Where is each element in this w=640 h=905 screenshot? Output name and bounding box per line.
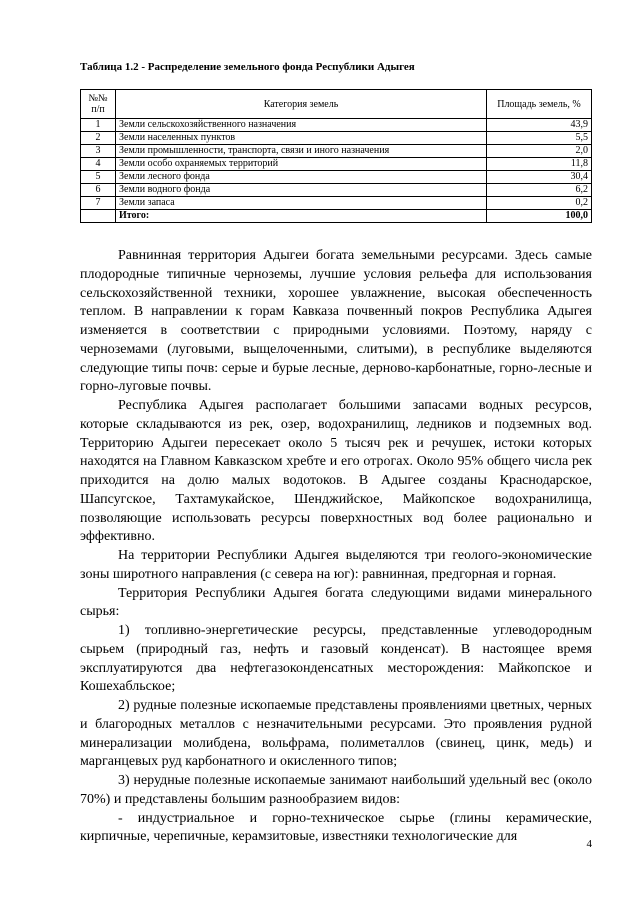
row-category: Земли населенных пунктов [116, 132, 487, 145]
paragraph-minerals-intro: Территория Республики Адыгея богата следующими видами минерального сырья: [80, 585, 592, 620]
row-area: 0,2 [487, 197, 592, 210]
header-num: №№ п/п [81, 90, 116, 119]
total-value: 100,0 [487, 210, 592, 223]
paragraph-nonmetallic: 3) нерудные полезные ископаемые занимают наибольший удельный вес (около 70%) и представлены большим разнообразием видов: [80, 773, 592, 807]
table-row [81, 145, 592, 158]
row-area: 2,0 [487, 145, 592, 158]
row-num: 1 [81, 119, 116, 132]
row-area: 43,9 [487, 119, 592, 132]
paragraph-ore-resources: 2) рудные полезные ископаемые представлены проявлениями цветных, черных и благородных металлов с незначительными ресурсами. Это проявления рудной минерализации молибдена, вольфрама, полиметаллов (свинец, цинк, медь) и марганцевых руд карбонатного и окисленного типов; [80, 698, 592, 770]
row-num: 3 [81, 145, 116, 158]
table-header-row [81, 90, 592, 119]
row-num: 6 [81, 184, 116, 197]
total-num-empty [81, 210, 116, 223]
row-num: 7 [81, 197, 116, 210]
paragraph-soils: Равнинная территория Адыгеи богата земельными ресурсами. Здесь самые плодородные типичные черноземы, лучшие условия рельефа для использования сельскохозяйственной техники, хорошее увлажнение, высокая обеспеченность теплом. В направлении к горам Кавказа почвенный покров Республика Адыгея изменяется в соответствии с природными условиями. Поэтому, наряду с черноземами (луговыми, выщелоченными, слитыми), в республике выделяются следующие типы почв: серые и бурые лесные, дерново-карбонатные, горно-лесные и горно-луговые почвы. [80, 248, 592, 395]
row-area: 6,2 [487, 184, 592, 197]
row-area: 30,4 [487, 171, 592, 184]
row-num: 2 [81, 132, 116, 145]
table-caption: Таблица 1.2 - Распределение земельного фонда Республики Адыгея [80, 61, 415, 73]
body-text [80, 247, 592, 847]
row-num: 4 [81, 158, 116, 171]
header-category: Категория земель [116, 90, 487, 119]
paragraph-zones: На территории Республики Адыгея выделяются три геолого-экономические зоны широтного направления (с севера на юг): равнинная, предгорная и горная. [80, 548, 592, 582]
table-row [81, 171, 592, 184]
table-row [81, 158, 592, 171]
paragraph-fuel-resources: 1) топливно-энергетические ресурсы, представленные углеводородным сырьем (природный газ, нефть и газовый конденсат). В настоящее время эксплуатируются два нефтегазоконденсатных месторождения: Майкопское и Кошехабльское; [80, 623, 592, 695]
table-row [81, 197, 592, 210]
total-label: Итого: [116, 210, 487, 223]
row-category: Земли промышленности, транспорта, связи и иного назначения [116, 145, 487, 158]
row-category: Земли лесного фонда [116, 171, 487, 184]
row-category: Земли запаса [116, 197, 487, 210]
row-area: 11,8 [487, 158, 592, 171]
row-category: Земли сельскохозяйственного назначения [116, 119, 487, 132]
table-row [81, 119, 592, 132]
table-row [81, 132, 592, 145]
page-number: 4 [586, 838, 592, 850]
row-area: 5,5 [487, 132, 592, 145]
row-category: Земли особо охраняемых территорий [116, 158, 487, 171]
table-total-row [81, 210, 592, 223]
land-fund-table [80, 89, 592, 223]
paragraph-water: Республика Адыгея располагает большими запасами водных ресурсов, которые складываются из рек, озер, водохранилищ, ледников и подземных вод. Территорию Адыгеи пересекает около 5 тысяч рек и речушек, истоки которых находятся на Главном Кавказском хребте и его отрогах. Около 95% общего числа рек приходится на долю малых водотоков. В Адыгее созданы Краснодарское, Шапсугское, Тахтамукайское, Шенджийское, Майкопское водохранилища, позволяющие использовать ресурсы поверхностных вод более рационально и эффективно. [80, 398, 592, 545]
header-area: Площадь земель, % [487, 90, 592, 119]
row-num: 5 [81, 171, 116, 184]
paragraph-industrial-raw: - индустриальное и горно-техническое сырье (глины керамические, кирпичные, черепичные, керамзитовые, известняки технологические для [80, 810, 592, 845]
row-category: Земли водного фонда [116, 184, 487, 197]
table-row [81, 184, 592, 197]
